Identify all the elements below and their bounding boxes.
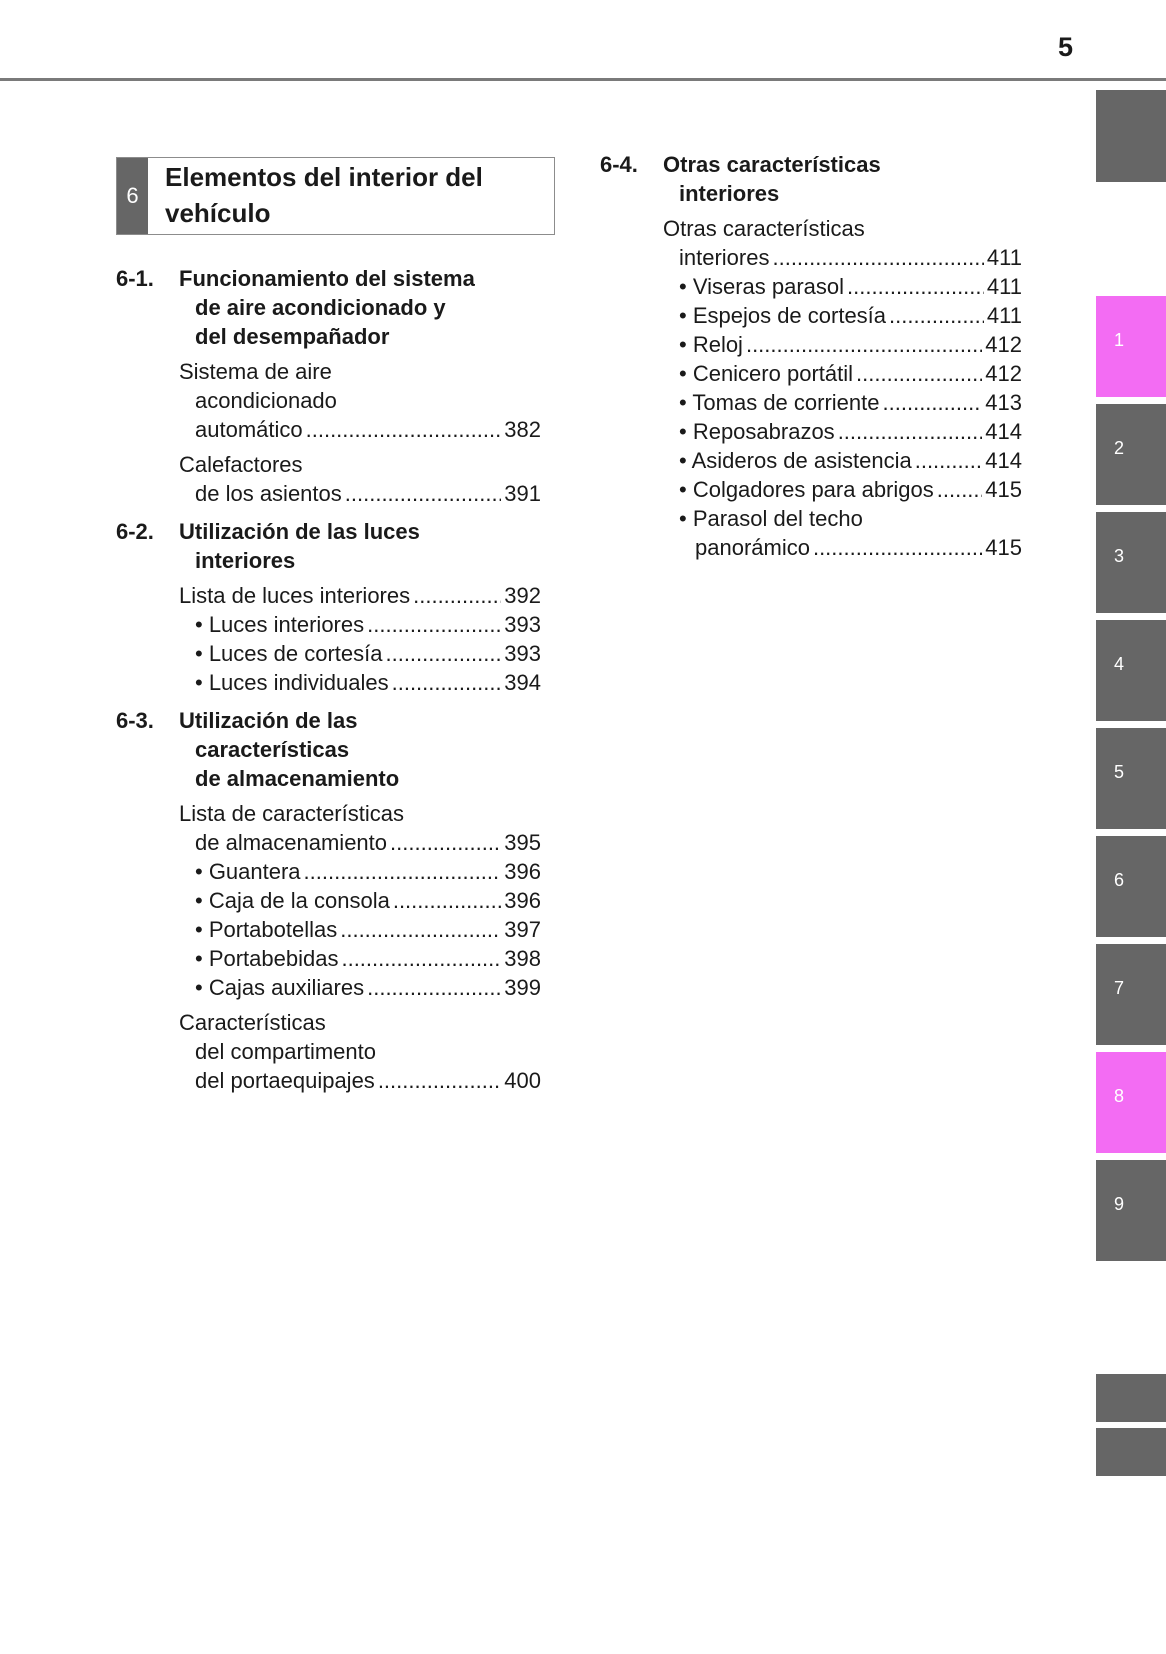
side-tab-1[interactable]: 1 — [1096, 296, 1166, 397]
toc-subentry[interactable]: • Cenicero portátil ..... 412 — [600, 359, 1022, 388]
page-ref: 391 — [504, 481, 541, 506]
page-number: 5 — [1058, 32, 1074, 62]
toc-entry[interactable]: Lista de luces interiores ..... 392 — [116, 581, 541, 610]
toc-entry[interactable]: Otras características interiores ..... 411 — [600, 214, 1022, 272]
toc-subentry[interactable]: • Viseras parasol ..... 411 — [600, 272, 1022, 301]
toc-subentry[interactable]: • Luces de cortesía ..... 393 — [116, 639, 541, 668]
page-ref: 415 — [985, 477, 1022, 502]
toc-subentry[interactable]: • Caja de la consola ..... 396 — [116, 886, 541, 915]
side-tab-9[interactable]: 9 — [1096, 1160, 1166, 1261]
page-ref: 412 — [985, 361, 1022, 386]
subsection-number: 6-1. — [116, 266, 154, 291]
section-header — [116, 157, 555, 235]
side-tab-blank[interactable] — [1096, 1374, 1166, 1422]
toc-entry[interactable]: Características del compartimento del portaequipajes ..... 400 — [116, 1008, 541, 1095]
subsection-title[interactable]: Funcionamiento del sistema — [179, 266, 475, 291]
page-ref: 392 — [504, 583, 541, 608]
section-title-line: vehículo — [165, 198, 271, 228]
toc-subentry[interactable]: • Parasol del techo panorámico ..... 415 — [600, 504, 1022, 562]
toc-subentry[interactable]: • Luces individuales ..... 394 — [116, 668, 541, 697]
side-tab-4[interactable]: 4 — [1096, 620, 1166, 721]
page-ref: 397 — [504, 917, 541, 942]
side-tab-8[interactable]: 8 — [1096, 1052, 1166, 1153]
side-tab-6[interactable]: 6 — [1096, 836, 1166, 937]
section-title-line: Elementos del interior del — [165, 162, 483, 192]
page-ref: 398 — [504, 946, 541, 971]
page-ref: 400 — [504, 1068, 541, 1093]
side-tab-2[interactable]: 2 — [1096, 404, 1166, 505]
toc-entry[interactable]: Sistema de aire acondicionado automático ..... 382 — [116, 357, 541, 444]
subsection-title[interactable]: del desempañador — [195, 324, 390, 349]
page-ref: 394 — [504, 670, 541, 695]
subsection-number: 6-3. — [116, 708, 154, 733]
toc-subentry[interactable]: • Guantera ..... 396 — [116, 857, 541, 886]
toc-entry[interactable]: Calefactores de los asientos ..... 391 — [116, 450, 541, 508]
toc-section-6-4 — [600, 150, 1022, 562]
subsection-title[interactable]: Utilización de las luces — [179, 519, 420, 544]
toc-subentry[interactable]: • Tomas de corriente ..... 413 — [600, 388, 1022, 417]
page-ref: 412 — [985, 332, 1022, 357]
side-tab-3[interactable]: 3 — [1096, 512, 1166, 613]
subsection-number: 6-4. — [600, 152, 638, 177]
page-ref: 395 — [504, 830, 541, 855]
toc-section-6-1 — [116, 264, 541, 508]
page-ref: 396 — [504, 888, 541, 913]
toc-subentry[interactable]: • Portabebidas ..... 398 — [116, 944, 541, 973]
toc-entry[interactable]: Lista de características de almacenamiento ..... 395 — [116, 799, 541, 857]
page-ref: 411 — [986, 274, 1022, 299]
header-rule — [0, 78, 1166, 81]
subsection-title[interactable]: interiores — [679, 181, 780, 206]
page-ref: 396 — [504, 859, 541, 884]
page-ref: 382 — [504, 417, 541, 442]
toc-right-column — [600, 150, 1022, 562]
toc-left-column — [116, 264, 541, 1095]
subsection-title[interactable]: de almacenamiento — [195, 766, 400, 791]
subsection-number: 6-2. — [116, 519, 154, 544]
section-number: 6 — [117, 158, 148, 234]
page-ref: 411 — [986, 245, 1022, 270]
page-ref: 399 — [504, 975, 541, 1000]
page-ref: 411 — [986, 303, 1022, 328]
subsection-title[interactable]: características — [195, 737, 350, 762]
toc-subentry[interactable]: • Reposabrazos ..... 414 — [600, 417, 1022, 446]
subsection-title[interactable]: Utilización de las — [179, 708, 358, 733]
toc-section-6-3 — [116, 706, 541, 1095]
page-ref: 415 — [985, 535, 1022, 560]
page-ref: 414 — [985, 448, 1022, 473]
toc-subentry[interactable]: • Portabotellas ..... 397 — [116, 915, 541, 944]
page-ref: 413 — [985, 390, 1022, 415]
toc-subentry[interactable]: • Cajas auxiliares ..... 399 — [116, 973, 541, 1002]
page-ref: 393 — [504, 612, 541, 637]
side-tab-5[interactable]: 5 — [1096, 728, 1166, 829]
toc-subentry[interactable]: • Reloj ..... 412 — [600, 330, 1022, 359]
section-title — [165, 159, 545, 231]
toc-section-6-2 — [116, 517, 541, 697]
page-ref: 414 — [985, 419, 1022, 444]
side-tab-7[interactable]: 7 — [1096, 944, 1166, 1045]
toc-subentry[interactable]: • Colgadores para abrigos ..... 415 — [600, 475, 1022, 504]
toc-subentry[interactable]: • Asideros de asistencia ..... 414 — [600, 446, 1022, 475]
side-tab-blank[interactable] — [1096, 1428, 1166, 1476]
toc-subentry[interactable]: • Luces interiores ..... 393 — [116, 610, 541, 639]
page-ref: 393 — [504, 641, 541, 666]
toc-subentry[interactable]: • Espejos de cortesía ..... 411 — [600, 301, 1022, 330]
side-tab-blank[interactable] — [1096, 90, 1166, 182]
subsection-title[interactable]: interiores — [195, 548, 296, 573]
subsection-title[interactable]: de aire acondicionado y — [195, 295, 446, 320]
subsection-title[interactable]: Otras características — [663, 152, 881, 177]
